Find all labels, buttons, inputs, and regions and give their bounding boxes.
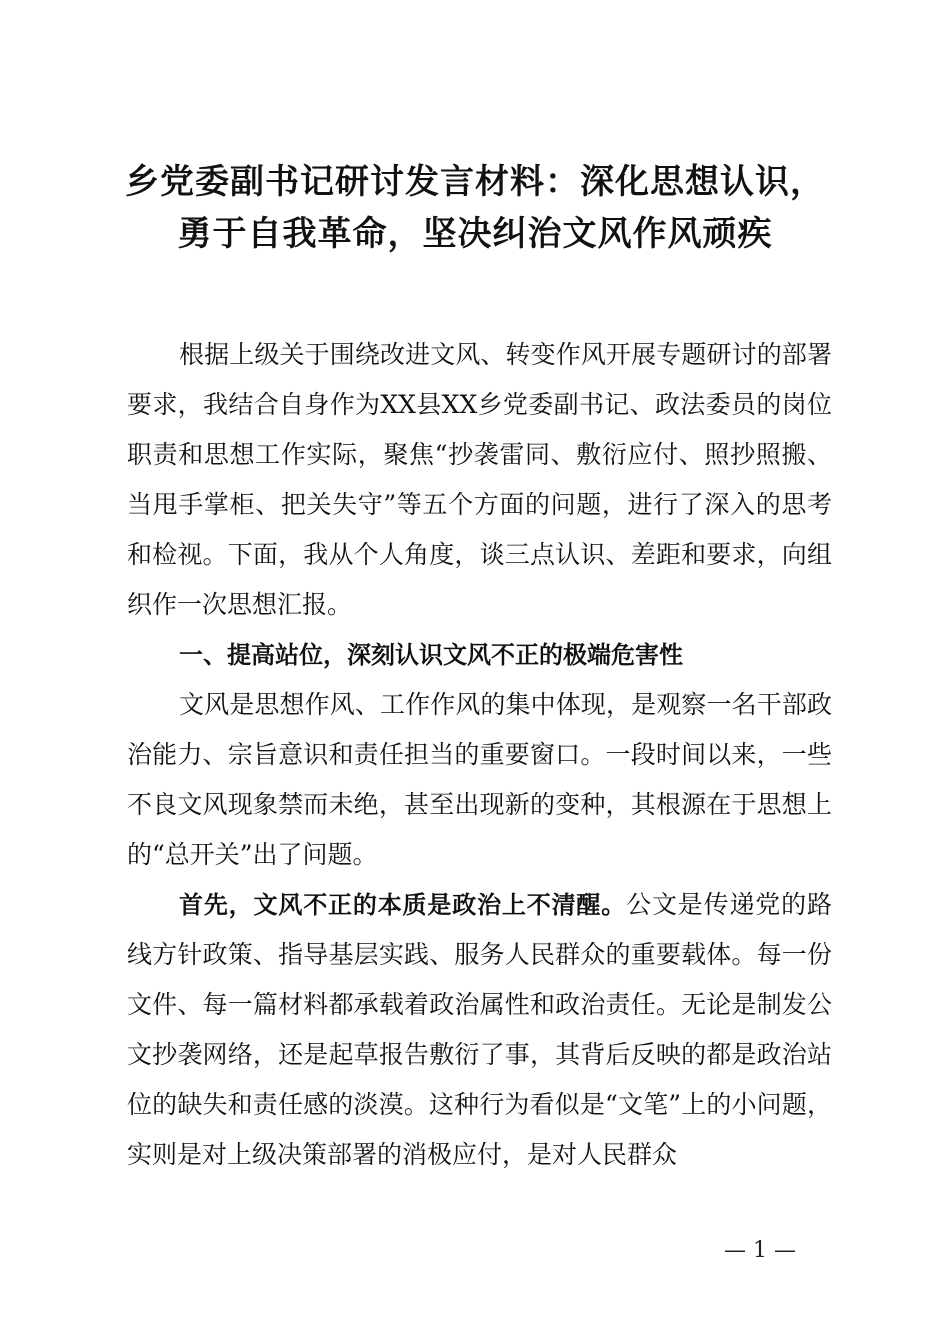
point-1-paragraph bbox=[127, 880, 832, 1180]
title-line-1: 乡党委副书记研讨发言材料：深化思想认识， bbox=[125, 162, 825, 202]
title-line-2: 勇于自我革命，坚决纠治文风作风顽疾 bbox=[177, 214, 773, 254]
document-body bbox=[127, 330, 832, 1180]
section-heading-1: 一、提高站位，深刻认识文风不正的极端危害性 bbox=[179, 641, 683, 669]
intro-paragraph: 根据上级关于围绕改进文风、转变作风开展专题研讨的部署要求，我结合自身作为XX县XX乡党委副书记、政法委员的岗位职责和思想工作实际，聚焦“抄袭雷同、敷衍应付、照抄照搬、当甩手掌柜、把关失守”等五个方面的问题，进行了深入的思考和检视。下面，我从个人角度，谈三点认识、差距和要求，向组织作一次思想汇报。 bbox=[127, 340, 832, 619]
point-1-lead: 首先，文风不正的本质是政治上不清醒。 bbox=[179, 891, 627, 919]
point-1-text: 公文是传递党的路线方针政策、指导基层实践、服务人民群众的重要载体。每一份文件、每一篇材料都承载着政治属性和政治责任。无论是制发公文抄袭网络，还是起草报告敷衍了事，其背后反映的都是政治站位的缺失和责任感的淡漠。这种行为看似是“文笔”上的小问题，实则是对上级决策部署的消极应付，是对人民群众 bbox=[127, 890, 832, 1169]
page-number: — 1 — bbox=[724, 1238, 796, 1263]
document-title bbox=[100, 156, 850, 260]
section-1-paragraph: 文风是思想作风、工作作风的集中体现，是观察一名干部政治能力、宗旨意识和责任担当的重要窗口。一段时间以来，一些不良文风现象禁而未绝，甚至出现新的变种，其根源在于思想上的“总开关”出了问题。 bbox=[127, 690, 832, 869]
